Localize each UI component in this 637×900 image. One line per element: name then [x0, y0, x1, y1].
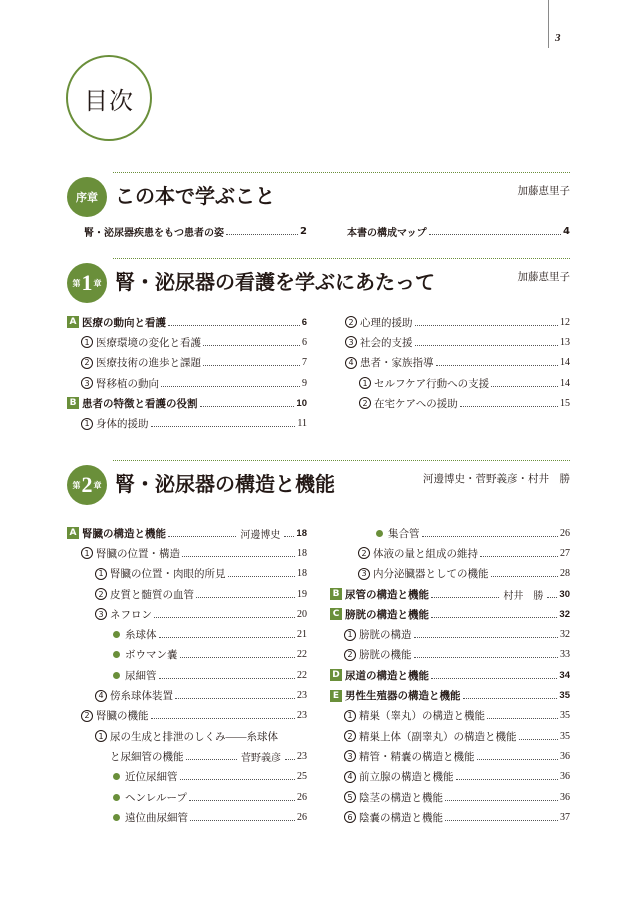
toc-entry[interactable] [330, 523, 570, 543]
toc-entry[interactable] [67, 706, 307, 726]
toc-entry[interactable] [67, 787, 307, 807]
entry-page: 6 [301, 316, 307, 328]
page-number: 3 [555, 32, 561, 44]
toc-entry[interactable] [67, 393, 307, 413]
entry-page: 20 [297, 608, 307, 620]
toc-entry[interactable] [67, 624, 307, 644]
entry-page: 18 [297, 547, 307, 559]
leader-dots [175, 698, 295, 699]
entry-label: 尿管の構造と機能 [345, 588, 429, 601]
leader-dots [519, 739, 559, 740]
toc-entry[interactable] [345, 393, 570, 413]
section-letter-badge: A [67, 316, 79, 328]
chapter-badge: 序章 [67, 177, 107, 217]
chapter-title[interactable]: 腎・泌尿器の看護を学ぶにあたって [115, 270, 435, 294]
leader-dots [431, 597, 499, 598]
leader-dots [414, 657, 559, 658]
entry-page: 12 [560, 316, 570, 328]
chapter2-header [67, 460, 570, 508]
entry-label: 膀胱の構造と機能 [345, 608, 429, 621]
section-letter-badge: D [330, 669, 342, 681]
bullet-dot-icon [113, 651, 120, 658]
entry-page: 15 [560, 397, 570, 409]
leader-dots [159, 678, 296, 679]
chapter-badge: 第 1 章 [67, 263, 107, 303]
circled-number: 6 [344, 811, 356, 823]
entry-label: 腎臓の位置・構造 [96, 547, 180, 560]
entry-page: 32 [559, 608, 570, 620]
entry-page: 26 [297, 791, 307, 803]
bullet-dot-icon [113, 631, 120, 638]
entry-page: 9 [302, 377, 307, 389]
entry-label: 男性生殖器の構造と機能 [345, 690, 461, 703]
entry-page: 34 [559, 669, 570, 681]
section-letter-badge: C [330, 608, 342, 620]
circled-number: 3 [345, 336, 357, 348]
leader-dots [161, 386, 300, 387]
circled-number: 2 [359, 397, 371, 409]
entry-page: 32 [560, 629, 570, 641]
prologue-header [67, 172, 570, 220]
entry-page: 7 [302, 357, 307, 369]
entry-page: 14 [560, 377, 570, 389]
entry-label: 社会的支援 [360, 336, 413, 349]
toc-entry[interactable] [330, 564, 570, 584]
section-letter-badge: E [330, 690, 342, 702]
section-author: 菅野義彦 [241, 752, 281, 764]
entry-label: 体液の量と組成の維持 [373, 548, 478, 560]
leader-dots [460, 406, 558, 407]
entry-page: 18 [297, 568, 307, 580]
leader-dots [436, 365, 559, 366]
toc-entry[interactable] [330, 645, 570, 665]
entry-page: 14 [560, 357, 570, 369]
entry-label: 陰茎の構造と機能 [359, 791, 443, 804]
toc-entry[interactable] [67, 523, 307, 543]
toc-entry[interactable] [330, 807, 570, 827]
entry-page: 6 [302, 336, 307, 348]
circled-number: 1 [95, 568, 107, 580]
bullet-dot-icon [113, 773, 120, 780]
circled-number: 5 [344, 791, 356, 803]
entry-label: 精管・精嚢の構造と機能 [359, 750, 475, 763]
toc-entry[interactable] [67, 312, 307, 332]
circled-number: 3 [81, 377, 93, 389]
leader-dots [414, 637, 559, 638]
entry-label: 身体的援助 [96, 418, 149, 431]
leader-dots [203, 345, 300, 346]
bullet-dot-icon [376, 530, 383, 537]
entry-page: 26 [560, 527, 570, 539]
circled-number: 4 [95, 690, 107, 702]
entry-page: 37 [560, 811, 570, 823]
chapter-badge: 第 2 章 [67, 465, 107, 505]
entry-label: と尿細管の機能 [110, 751, 184, 763]
entry-label: 医療技術の進歩と課題 [96, 357, 201, 370]
entry-label: 精巣（睾丸）の構造と機能 [359, 710, 485, 723]
entry-label: 尿細管 [125, 670, 157, 682]
toc-entry[interactable] [330, 584, 570, 604]
entry-label: 腎・泌尿器疾患をもつ患者の姿 [84, 228, 224, 239]
section-letter-badge: B [67, 397, 79, 409]
entry-label: 精巣上体（副睾丸）の構造と機能 [359, 730, 517, 743]
leader-dots [196, 597, 295, 598]
toc-entry[interactable] [67, 543, 307, 563]
leader-dots [284, 536, 294, 537]
leader-dots [491, 386, 558, 387]
circled-number: 2 [345, 316, 357, 328]
toc-entry[interactable] [67, 665, 307, 685]
leader-dots [456, 779, 559, 780]
leader-dots [487, 718, 558, 719]
section-author: 村井 勝 [503, 590, 544, 602]
toc-entry[interactable] [67, 332, 307, 352]
toc-entry[interactable] [67, 645, 307, 665]
circled-number: 1 [344, 710, 356, 722]
leader-dots [151, 426, 296, 427]
toc-entry[interactable] [330, 624, 570, 644]
leader-dots [154, 617, 295, 618]
entry-page: 35 [560, 710, 570, 722]
entry-label: 腎臓の位置・肉眼的所見 [110, 569, 226, 581]
toc-entry[interactable] [67, 413, 307, 433]
toc-entry[interactable] [67, 373, 307, 393]
entry-label: 本書の構成マップ [347, 228, 427, 239]
leader-dots [190, 820, 295, 821]
entry-page: 25 [297, 771, 307, 783]
entry-page: 26 [297, 811, 307, 823]
toc-entry[interactable] [347, 224, 570, 239]
toc-entry[interactable] [67, 746, 307, 766]
toc-entry[interactable] [67, 726, 307, 746]
entry-page: 2 [300, 226, 307, 237]
circled-number: 2 [95, 588, 107, 600]
toc-entry[interactable] [84, 224, 307, 239]
entry-label: ヘンレループ [125, 792, 187, 804]
circled-number: 1 [344, 629, 356, 641]
entry-page: 36 [560, 771, 570, 783]
entry-page: 28 [560, 568, 570, 580]
entry-page: 27 [560, 547, 570, 559]
entry-label: 陰嚢の構造と機能 [359, 811, 443, 824]
leader-dots [415, 325, 559, 326]
leader-dots [200, 406, 295, 407]
entry-label: 患者・家族指導 [360, 357, 434, 370]
leader-dots [180, 779, 296, 780]
circled-number: 1 [81, 547, 93, 559]
toc-entry[interactable] [330, 665, 570, 685]
toc-entry[interactable] [345, 312, 570, 332]
chapter-divider [113, 258, 570, 259]
circled-number: 1 [81, 418, 93, 430]
circled-number: 1 [95, 730, 107, 742]
circled-number: 1 [81, 336, 93, 348]
toc-entry[interactable] [330, 746, 570, 766]
entry-page: 18 [296, 527, 307, 539]
entry-page: 35 [560, 730, 570, 742]
toc-entry[interactable] [67, 584, 307, 604]
section-author: 河邊博史 [240, 529, 281, 541]
leader-dots [491, 576, 559, 577]
entry-label: 患者の特徴と看護の役割 [82, 397, 198, 410]
entry-label: 腎臓の機能 [96, 710, 149, 723]
toc-entry[interactable] [345, 373, 570, 393]
circled-number: 4 [344, 771, 356, 783]
chapter-divider [113, 460, 570, 461]
leader-dots [159, 637, 296, 638]
toc-entry[interactable] [67, 767, 307, 787]
circled-number: 2 [81, 357, 93, 369]
entry-label: 腎移植の動向 [96, 377, 159, 390]
toc-entry[interactable] [67, 685, 307, 705]
entry-label: 膀胱の構造 [359, 629, 412, 642]
entry-page: 22 [297, 669, 307, 681]
entry-page: 23 [297, 710, 307, 722]
leader-dots [445, 820, 558, 821]
entry-page: 11 [297, 418, 307, 430]
leader-dots [429, 234, 561, 235]
entry-label: 尿の生成と排泄のしくみ――糸球体 [110, 731, 278, 743]
chapter-author: 河邊博史・菅野義彦・村井 勝 [423, 473, 570, 485]
toc-entry[interactable] [330, 685, 570, 705]
leader-dots [228, 576, 296, 577]
chapter-title[interactable]: この本で学ぶこと [115, 184, 275, 208]
toc-entry[interactable] [67, 604, 307, 624]
toc-entry[interactable] [67, 564, 307, 584]
entry-label: セルフケア行動への支援 [374, 378, 490, 390]
entry-page: 19 [297, 588, 307, 600]
entry-page: 30 [559, 588, 570, 600]
leader-dots [463, 698, 558, 699]
circled-number: 2 [81, 710, 93, 722]
entry-label: 在宅ケアへの援助 [374, 398, 458, 410]
leader-dots [431, 678, 557, 679]
chapter-title[interactable]: 腎・泌尿器の構造と機能 [115, 472, 335, 496]
chapter2-right-column [330, 523, 570, 827]
leader-dots [189, 800, 295, 801]
leader-dots [182, 556, 295, 557]
circled-number: 2 [344, 649, 356, 661]
page-rule [548, 0, 549, 48]
entry-label: 腎臓の構造と機能 [82, 527, 166, 540]
chapter1-right-column [345, 312, 570, 413]
chapter2-left-column [67, 523, 307, 827]
entry-page: 23 [297, 690, 307, 702]
entry-page: 23 [297, 750, 307, 762]
toc-entry[interactable] [67, 353, 307, 373]
chapter1-left-column [67, 312, 307, 434]
leader-dots [226, 234, 298, 235]
leader-dots [180, 657, 296, 658]
chapter-author: 加藤恵里子 [517, 271, 570, 283]
entry-label: ネフロン [110, 609, 152, 621]
entry-label: 集合管 [388, 528, 420, 540]
leader-dots [431, 617, 557, 618]
entry-page: 10 [296, 397, 307, 409]
leader-dots [445, 800, 558, 801]
toc-title: 目次 [84, 86, 134, 115]
chapter1-header [67, 258, 570, 306]
section-letter-badge: B [330, 588, 342, 600]
entry-label: 皮質と髄質の血管 [110, 589, 194, 601]
chapter-divider [113, 172, 570, 173]
toc-entry[interactable] [67, 807, 307, 827]
toc-entry[interactable] [345, 332, 570, 352]
entry-label: ボウマン嚢 [125, 650, 178, 662]
entry-page: 36 [560, 791, 570, 803]
entry-label: 前立腺の構造と機能 [359, 771, 454, 784]
entry-label: 傍糸球体装置 [110, 691, 173, 703]
entry-label: 内分泌臓器としての機能 [373, 569, 489, 581]
bullet-dot-icon [113, 672, 120, 679]
bullet-dot-icon [113, 814, 120, 821]
toc-entry[interactable] [330, 604, 570, 624]
toc-entry[interactable] [330, 706, 570, 726]
entry-label: 遠位曲尿細管 [125, 812, 188, 824]
entry-label: 医療の動向と看護 [82, 316, 166, 329]
toc-entry[interactable] [345, 353, 570, 373]
toc-entry[interactable] [330, 787, 570, 807]
entry-page: 35 [559, 690, 570, 702]
leader-dots [477, 759, 559, 760]
toc-entry[interactable] [330, 726, 570, 746]
leader-dots [151, 718, 296, 719]
entry-page: 4 [563, 226, 570, 237]
circled-number: 4 [345, 357, 357, 369]
circled-number: 2 [344, 730, 356, 742]
entry-label: 医療環境の変化と看護 [96, 336, 201, 349]
circled-number: 3 [95, 608, 107, 620]
leader-dots [422, 536, 559, 537]
entry-page: 13 [560, 336, 570, 348]
leader-dots [415, 345, 559, 346]
toc-title-circle [66, 55, 152, 141]
entry-page: 22 [297, 649, 307, 661]
entry-label: 尿道の構造と機能 [345, 669, 429, 682]
circled-number: 2 [358, 547, 370, 559]
circled-number: 1 [359, 377, 371, 389]
leader-dots [168, 325, 300, 326]
entry-page: 21 [297, 629, 307, 641]
entry-label: 糸球体 [125, 630, 157, 642]
toc-entry[interactable] [330, 767, 570, 787]
leader-dots [186, 759, 238, 760]
leader-dots [168, 536, 236, 537]
entry-page: 33 [560, 649, 570, 661]
bullet-dot-icon [113, 794, 120, 801]
leader-dots [203, 365, 300, 366]
entry-label: 膀胱の機能 [359, 649, 412, 662]
toc-entry[interactable] [330, 543, 570, 563]
circled-number: 3 [358, 568, 370, 580]
leader-dots [480, 556, 558, 557]
circled-number: 3 [344, 750, 356, 762]
leader-dots [285, 759, 295, 760]
section-letter-badge: A [67, 527, 79, 539]
entry-label: 近位尿細管 [125, 772, 178, 784]
chapter-author: 加藤恵里子 [517, 185, 570, 197]
entry-page: 36 [560, 750, 570, 762]
entry-label: 心理的援助 [360, 316, 413, 329]
leader-dots [547, 597, 557, 598]
